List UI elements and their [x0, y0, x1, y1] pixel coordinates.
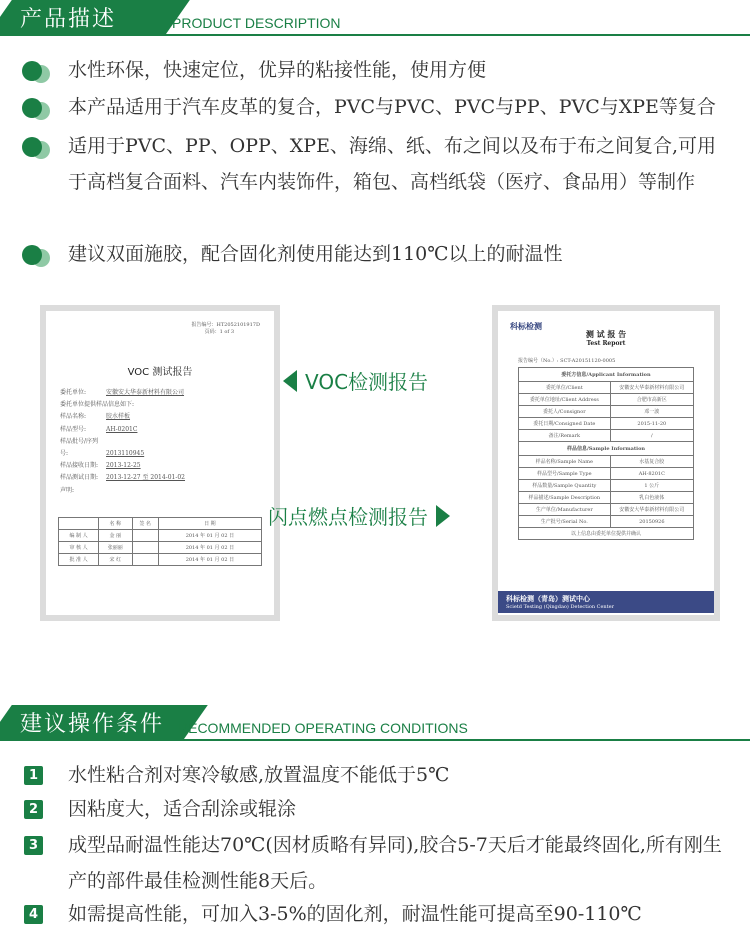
doc-title-en: Test Report [586, 340, 626, 347]
section-subtitle: PRODUCT DESCRIPTION [172, 15, 341, 31]
doc-title: 测 试 报 告 [585, 329, 627, 339]
flash-report-label: 闪点燃点检测报告 [268, 501, 450, 530]
number-badge: 3 [24, 836, 43, 855]
center-banner: 科标检测（青岛）测试中心 Scietd Testing (Qingdao) Detection Center [498, 591, 714, 613]
number-badge: 2 [24, 800, 43, 819]
info-table: 委托方信息/Applicant Information 委托单位/Client 安徽安大华泰新材料有限公司 委托单位地址/Client Address 合肥市高新区 委托人/Consignor 邓一波 委托日期/Consigned Date 2015-11-20 备注/Remark / 样品信息/Sample Information 样品名称/Sample Name 水基复合胶 样品型号/Sample Type AH-8201C 样品数量/Sample Quantity 1 公斤 样品描述/Sample Description 乳白色液体 生产单位/Manufacturer 安徽安大华泰新材料有限公司 生产批号/Serial No. 20150926 以上信息由委托单位提供并确认 [518, 367, 694, 540]
item-text: 适用于PVC、PP、OPP、XPE、海绵、纸、布之间以及布于布之间复合,可用于高档复合面料、汽车内装饰件，箱包、高档纸袋（医疗、食品用）等制作 [68, 135, 716, 193]
item-text: 建议双面施胶，配合固化剂使用能达到110℃以上的耐温性 [68, 243, 563, 265]
signature-table: 名 称 签 名 日 期 编 制 人 金 丽 2014 年 01 月 02 日 审 核 人 张丽丽 2014 年 01 月 02 日 批 准 人 宋 红 2014 年 01 月 02 日 [58, 517, 262, 566]
section-title: 建议操作条件 [20, 712, 165, 737]
section-subtitle: RECOMMENDED OPERATING CONDITIONS [178, 720, 468, 736]
doc-title: VOC 测试报告 [127, 367, 193, 378]
list-item [68, 89, 728, 125]
test-report-image [492, 305, 720, 621]
arrow-left-icon [283, 370, 297, 392]
bullet-icon [22, 98, 52, 120]
product-description-header [0, 0, 750, 36]
list-item [68, 128, 728, 200]
report-page: 页码：1 of 3 [204, 329, 234, 335]
item-text: 本产品适用于汽车皮革的复合，PVC与PVC、PVC与PP、PVC与XPE等复合 [68, 96, 716, 118]
number-badge: 1 [24, 766, 43, 785]
section-title: 产品描述 [20, 7, 117, 32]
list-item: 1 水性粘合剂对寒冷敏感,放置温度不能低于5℃ [68, 757, 738, 793]
arrow-right-icon [436, 505, 450, 527]
operating-conditions-header [0, 705, 750, 741]
brand-logo: 科标检测 [510, 321, 542, 331]
item-text: 水性环保，快速定位，优异的粘接性能，使用方便 [68, 59, 487, 81]
bullet-icon [22, 137, 52, 159]
voc-report-label: VOC检测报告 [283, 366, 428, 395]
voc-report-image [40, 305, 280, 621]
list-item [68, 236, 728, 272]
number-badge: 4 [24, 905, 43, 924]
doc-fields: 委托单位: 安徽安大华泰新材料有限公司 委托单位提供样品信息如下: 样品名称: 胶水样板 样品型号: AH-0201C 样品批号/序列号: 2013110945 样品接收日期: 2013-12-25 样品测试日期: 2013-12-27 至 2014-01-02 声明: [60, 389, 186, 494]
bullet-icon [22, 245, 52, 267]
report-no: 报告编号：HT2052101917D [191, 322, 260, 328]
list-item: 4 如需提高性能，可加入3-5%的固化剂，耐温性能可提高至90-110℃ [68, 896, 738, 932]
list-item: 3 成型品耐温性能达70℃(因材质略有异同),胶合5-7天后才能最终固化,所有刚生产的部件最佳检测性能8天后。 [68, 827, 738, 899]
list-item: 2 因粘度大，适合刮涂或辊涂 [68, 791, 738, 827]
bullet-icon [22, 61, 52, 83]
list-item [68, 52, 728, 88]
report-no: 报告编号（No.）: SCT-A20151120-0005 [518, 358, 616, 364]
